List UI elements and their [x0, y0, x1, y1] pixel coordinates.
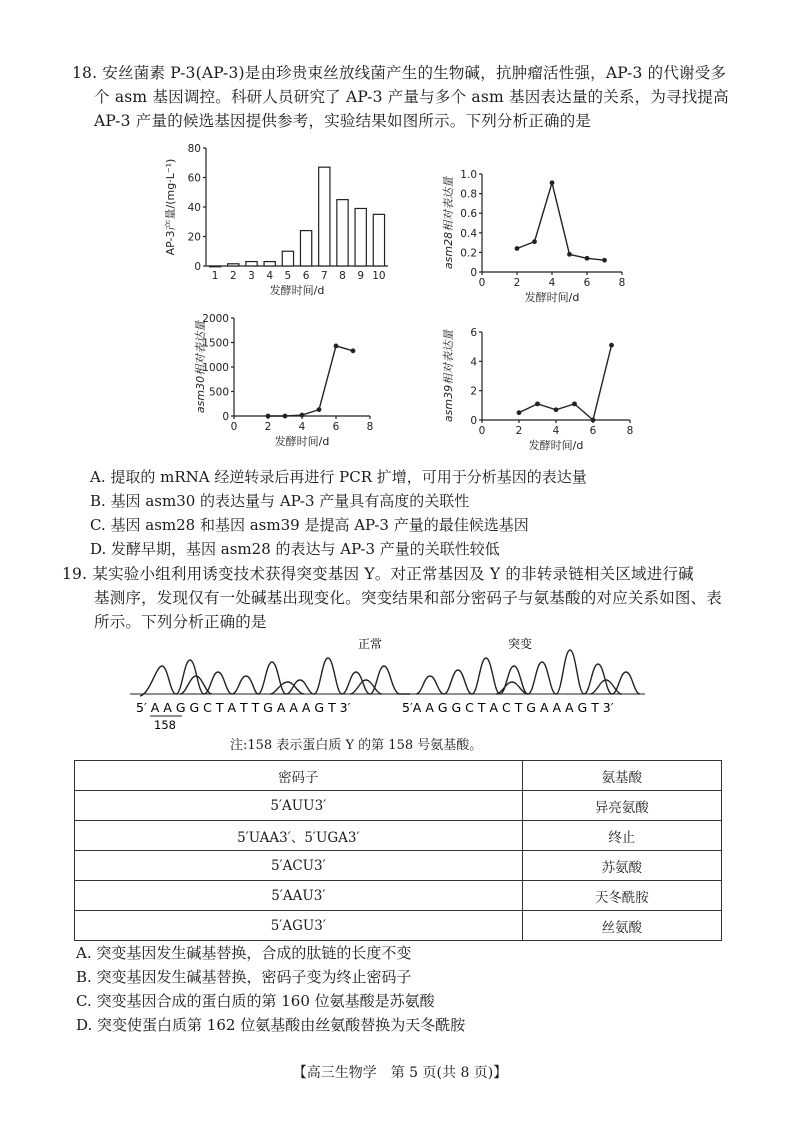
x-axis-label: 发酵时间/d: [274, 435, 330, 448]
x-tick-label: 4: [552, 425, 560, 437]
q19-line-2: 基测序，发现仅有一处碱基出现变化。突变结果和部分密码子与氨基酸的对应关系如图、表: [94, 589, 723, 607]
table-row: [75, 911, 722, 941]
x-axis-label: 发酵时间/d: [524, 291, 580, 304]
x-tick-label: 2: [515, 425, 523, 437]
data-point: [317, 407, 322, 412]
mutant-trace-2: [496, 680, 622, 694]
q18-option-b: B. 基因 asm30 的表达量与 AP-3 产量具有高度的关联性: [90, 492, 470, 510]
x-tick-label: 4: [298, 421, 306, 433]
x-tick-label: 2: [264, 421, 272, 433]
amino-acid-cell: 苏氨酸: [522, 851, 721, 881]
data-point: [609, 343, 614, 348]
amino-acid-cell: 异亮氨酸: [522, 791, 721, 821]
series-line: [519, 345, 612, 420]
y-tick-label: 20: [187, 231, 201, 244]
amino-acid-cell: 天冬酰胺: [522, 881, 721, 911]
note-158: 注:158 表示蛋白质 Y 的第 158 号氨基酸。: [230, 738, 483, 753]
data-point: [535, 401, 540, 406]
q19-option-b: B. 突变基因发生碱基替换，密码子变为终止密码子: [76, 968, 412, 986]
y-axis-label: AP-3产量/(mg·L⁻¹): [164, 158, 177, 256]
bar-day-10: [373, 214, 384, 266]
x-tick-label: 6: [583, 277, 591, 289]
x-tick-label: 6: [332, 421, 340, 433]
mutant-label: 突变: [508, 637, 533, 651]
y-tick-label: 0: [470, 267, 477, 279]
data-point: [567, 252, 572, 257]
data-point: [283, 414, 288, 419]
table-row: [75, 881, 722, 911]
x-tick-label: 6: [589, 425, 597, 437]
x-tick-label: 4: [548, 277, 556, 289]
bar-day-4: [264, 262, 275, 266]
x-tick-label: 8: [366, 421, 374, 433]
q18-line-2: 个 asm 基因调控。科研人员研究了 AP-3 产量与多个 asm 基因表达量的关系，为寻找提高: [94, 88, 729, 106]
y-axis-label: asm39相对表达量: [442, 329, 455, 423]
x-tick-label: 3: [248, 270, 255, 282]
codon-cell: 5′ACU3′: [75, 851, 523, 881]
y-tick-label: 40: [187, 202, 201, 214]
data-point: [334, 344, 339, 349]
series-line: [517, 183, 605, 260]
q19-option-a: A. 突变基因发生碱基替换，合成的肽链的长度不变: [76, 944, 412, 962]
x-tick-label: 8: [626, 425, 634, 437]
amino-acid-cell: 终止: [522, 821, 721, 851]
x-tick-label: 0: [478, 277, 486, 289]
q18-line-1: 18. 安丝菌素 P-3(AP-3)是由珍贵束丝放线菌产生的生物碱，抗肿瘤活性强，AP-3 的代谢受多: [72, 64, 727, 82]
y-tick-label: 1.0: [460, 169, 477, 181]
y-tick-label: 0.6: [460, 208, 477, 221]
x-tick-label: 9: [357, 270, 365, 282]
sequencing-chromatograms: [120, 636, 660, 736]
amino-acid-cell: 丝氨酸: [522, 911, 721, 941]
x-tick-label: 7: [320, 270, 328, 282]
data-point: [300, 413, 305, 418]
data-point: [585, 256, 590, 261]
x-tick-label: 6: [302, 270, 310, 282]
y-tick-label: 2: [470, 385, 477, 398]
data-point: [591, 418, 596, 423]
mutant-trace: [416, 650, 640, 694]
bar-day-6: [300, 231, 311, 266]
q18-line-3: AP-3 产量的候选基因提供参考，实验结果如图所示。下列分析正确的是: [94, 112, 592, 130]
bar-day-1: [209, 266, 220, 267]
asm28-line-chart: [440, 160, 640, 305]
q18-option-d: D. 发酵早期，基因 asm28 的表达与 AP-3 产量的关联性较低: [90, 540, 500, 558]
data-point: [351, 348, 356, 353]
mutant-sequence: 5′A A G G C T A C T G A A A G T 3′: [402, 700, 614, 715]
data-point: [517, 410, 522, 415]
x-tick-label: 8: [618, 277, 626, 289]
y-tick-label: 6: [470, 327, 477, 339]
y-tick-label: 1000: [202, 362, 229, 374]
x-tick-label: 1: [211, 270, 219, 282]
table-row: [75, 851, 722, 881]
codon-table: [74, 760, 722, 941]
y-tick-label: 0: [222, 411, 229, 423]
codon-cell: 5′UAA3′、5′UGA3′: [75, 821, 523, 851]
data-point: [550, 180, 555, 185]
y-tick-label: 0.2: [460, 247, 477, 260]
y-axis-label: asm28相对表达量: [442, 176, 455, 270]
header-codon: 密码子: [75, 761, 523, 791]
position-label: 158: [154, 718, 176, 732]
x-tick-label: 8: [339, 270, 346, 282]
table-row: [75, 791, 722, 821]
y-tick-label: 80: [187, 143, 201, 155]
x-axis-label: 发酵时间/d: [269, 284, 325, 297]
y-axis-label: asm30相对表达量: [194, 320, 207, 414]
table-row: [75, 821, 722, 851]
y-tick-label: 0: [470, 415, 477, 427]
page-footer: 【高三生物学 第 5 页(共 8 页)】: [292, 1065, 508, 1081]
codon-cell: 5′AUU3′: [75, 791, 523, 821]
codon-cell: 5′AAU3′: [75, 881, 523, 911]
x-tick-label: 5: [284, 270, 292, 282]
asm39-line-chart: [440, 320, 640, 460]
y-tick-label: 1500: [202, 337, 229, 350]
q19-option-d: D. 突变使蛋白质第 162 位氨基酸由丝氨酸替换为天冬酰胺: [76, 1016, 466, 1034]
x-axis-label: 发酵时间/d: [528, 439, 584, 452]
y-tick-label: 0.8: [460, 188, 477, 201]
normal-trace: [140, 658, 410, 696]
bar-day-9: [355, 208, 366, 266]
bar-day-5: [282, 251, 293, 266]
x-tick-label: 10: [372, 270, 386, 282]
q19-line-3: 所示。下列分析正确的是: [94, 613, 267, 631]
data-point: [554, 407, 559, 412]
x-tick-label: 4: [266, 270, 274, 282]
x-tick-label: 0: [230, 421, 238, 433]
q18-option-a: A. 提取的 mRNA 经逆转录后再进行 PCR 扩增，可用于分析基因的表达量: [90, 468, 587, 486]
ap3-bar-chart: [160, 138, 400, 303]
bar-day-7: [319, 167, 330, 266]
normal-label: 正常: [358, 637, 383, 651]
bar-day-8: [337, 200, 348, 266]
bar-day-2: [228, 264, 239, 266]
header-amino-acid: 氨基酸: [522, 761, 721, 791]
asm30-line-chart: [180, 306, 380, 456]
q19-option-c: C. 突变基因合成的蛋白质的第 160 位氨基酸是苏氨酸: [76, 992, 435, 1010]
x-tick-label: 2: [229, 270, 237, 282]
y-tick-label: 500: [208, 386, 229, 399]
codon-table-header: [75, 761, 722, 791]
data-point: [602, 258, 607, 263]
y-tick-label: 0: [194, 261, 201, 273]
q18-option-c: C. 基因 asm28 和基因 asm39 是提高 AP-3 产量的最佳候选基因: [90, 516, 529, 534]
data-point: [572, 401, 577, 406]
data-point: [532, 239, 537, 244]
bar-day-3: [246, 262, 257, 266]
x-tick-label: 0: [478, 425, 486, 437]
data-point: [266, 414, 271, 419]
normal-sequence: 5′ A A G G C T A T T G A A A G T 3′: [136, 700, 351, 715]
y-tick-label: 60: [187, 172, 201, 185]
x-tick-label: 2: [513, 277, 521, 289]
series-line: [268, 346, 353, 416]
y-tick-label: 0.4: [460, 227, 477, 240]
y-tick-label: 4: [470, 356, 477, 369]
y-tick-label: 2000: [202, 313, 229, 325]
data-point: [515, 246, 520, 251]
codon-cell: 5′AGU3′: [75, 911, 523, 941]
q19-line-1: 19. 某实验小组利用诱变技术获得突变基因 Y。对正常基因及 Y 的非转录链相关区域进行碱: [62, 565, 694, 583]
